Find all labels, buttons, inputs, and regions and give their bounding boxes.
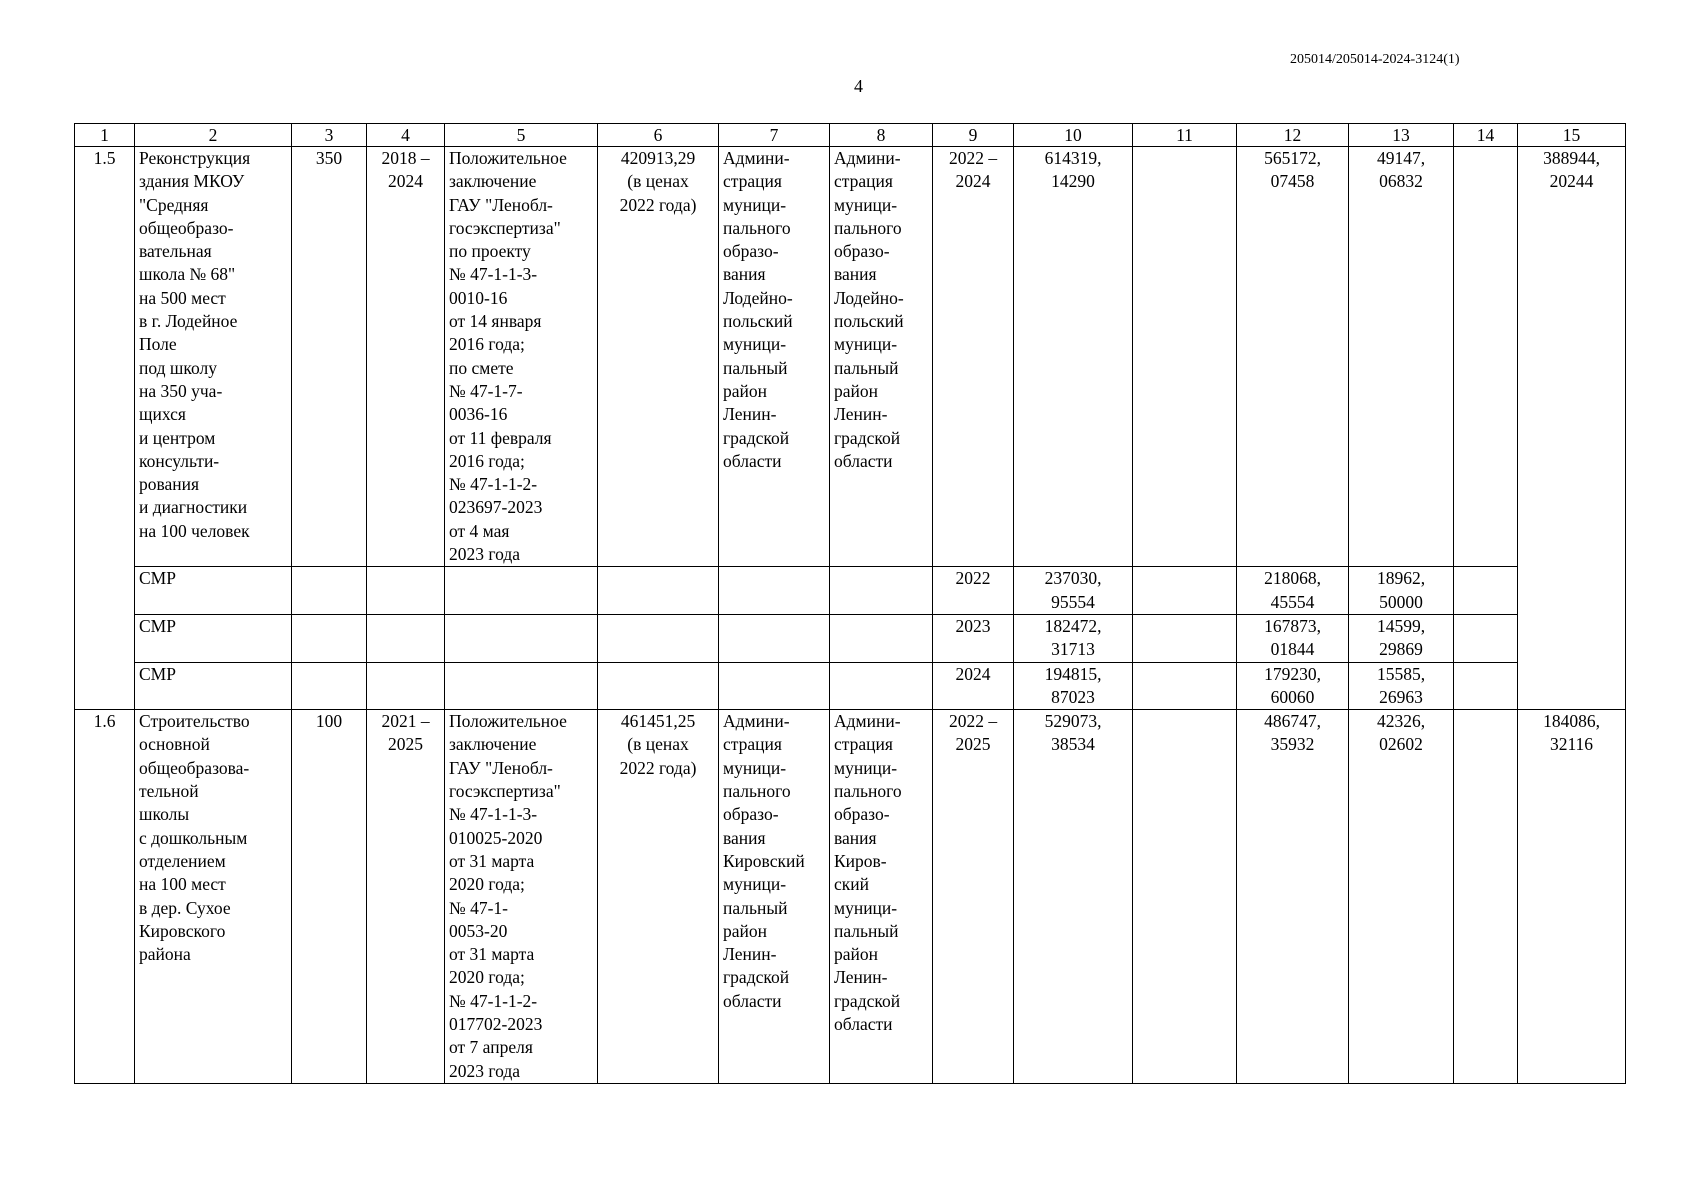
column-header: 14 [1454, 124, 1518, 147]
developer: Админи- страция муници- пального образо- вания Лодейно- польский муници- пальный район Ленин- градской области [830, 147, 933, 567]
empty-cell [367, 662, 445, 710]
column-header: 13 [1349, 124, 1454, 147]
column-header: 3 [292, 124, 367, 147]
empty-cell [719, 614, 830, 662]
empty-cell [445, 614, 598, 662]
column-header: 15 [1518, 124, 1626, 147]
empty-cell [292, 614, 367, 662]
column-15-value: 388944, 20244 [1518, 147, 1626, 710]
empty-cell [1133, 614, 1237, 662]
column-header: 10 [1014, 124, 1133, 147]
column-header: 9 [933, 124, 1014, 147]
subrow-label: СМР [135, 567, 292, 615]
column-13-value: 49147, 06832 [1349, 147, 1454, 567]
empty-cell [367, 567, 445, 615]
page-number: 4 [854, 76, 863, 96]
column-header: 8 [830, 124, 933, 147]
column-header-row [75, 124, 1626, 147]
subrow-total: 237030, 95554 [1014, 567, 1133, 615]
row-number: 1.6 [75, 710, 135, 1084]
total-amount: 529073, 38534 [1014, 710, 1133, 1084]
subrow-year: 2024 [933, 662, 1014, 710]
table-subrow [75, 662, 1626, 710]
subrow-column-12: 179230, 60060 [1237, 662, 1349, 710]
column-header: 5 [445, 124, 598, 147]
object-name: Строительство основной общеобразова- тельной школы с дошкольным отделением на 100 мест в дер. Сухое Кировского района [135, 710, 292, 1084]
data-table [74, 123, 1626, 1084]
estimated-cost: 461451,25 (в ценах 2022 года) [598, 710, 719, 1084]
empty-cell [1454, 614, 1518, 662]
customer: Админи- страция муници- пального образо- вания Кировский муници- пальный район Ленин- градской области [719, 710, 830, 1084]
capacity: 350 [292, 147, 367, 567]
column-14-value [1454, 147, 1518, 567]
expertise-conclusion: Положительное заключение ГАУ "Ленобл- госэкспертиза" № 47-1-1-3- 010025-2020 от 31 марта 2020 года; № 47-1- 0053-20 от 31 марта 2020 года; № 47-1-1-2- 017702-2023 от 7 апреля 2023 года [445, 710, 598, 1084]
empty-cell [292, 662, 367, 710]
column-14-value [1454, 710, 1518, 1084]
column-header: 7 [719, 124, 830, 147]
developer: Админи- страция муници- пального образо- вания Киров- ский муници- пальный район Ленин- градской области [830, 710, 933, 1084]
subrow-label: СМР [135, 614, 292, 662]
empty-cell [598, 614, 719, 662]
table-subrow [75, 614, 1626, 662]
implementation-period: 2021 – 2025 [367, 710, 445, 1084]
empty-cell [719, 567, 830, 615]
implementation-period: 2018 – 2024 [367, 147, 445, 567]
financing-years: 2022 – 2024 [933, 147, 1014, 567]
subrow-total: 194815, 87023 [1014, 662, 1133, 710]
empty-cell [830, 567, 933, 615]
subrow-total: 182472, 31713 [1014, 614, 1133, 662]
subrow-column-13: 18962, 50000 [1349, 567, 1454, 615]
subrow-year: 2023 [933, 614, 1014, 662]
table-subrow [75, 567, 1626, 615]
financing-years: 2022 – 2025 [933, 710, 1014, 1084]
empty-cell [1454, 662, 1518, 710]
subrow-label: СМР [135, 662, 292, 710]
estimated-cost: 420913,29 (в ценах 2022 года) [598, 147, 719, 567]
capacity: 100 [292, 710, 367, 1084]
table-row-1-5 [75, 147, 1626, 567]
table-row-1-6 [75, 710, 1626, 1084]
subrow-column-12: 218068, 45554 [1237, 567, 1349, 615]
subrow-column-13: 15585, 26963 [1349, 662, 1454, 710]
column-13-value: 42326, 02602 [1349, 710, 1454, 1084]
column-header: 1 [75, 124, 135, 147]
column-12-value: 565172, 07458 [1237, 147, 1349, 567]
empty-cell [367, 614, 445, 662]
column-12-value: 486747, 35932 [1237, 710, 1349, 1084]
customer: Админи- страция муници- пального образо- вания Лодейно- польский муници- пальный район Ленин- градской области [719, 147, 830, 567]
empty-cell [445, 662, 598, 710]
empty-cell [830, 662, 933, 710]
empty-cell [719, 662, 830, 710]
column-header: 12 [1237, 124, 1349, 147]
document-reference: 205014/205014-2024-3124(1) [1290, 52, 1460, 67]
subrow-column-13: 14599, 29869 [1349, 614, 1454, 662]
column-header: 2 [135, 124, 292, 147]
empty-cell [598, 567, 719, 615]
subrow-column-12: 167873, 01844 [1237, 614, 1349, 662]
empty-cell [445, 567, 598, 615]
empty-cell [1454, 567, 1518, 615]
column-11-value [1133, 147, 1237, 567]
object-name: Реконструкция здания МКОУ "Средняя общеобразо- вательная школа № 68" на 500 мест в г. Лодейное Поле под школу на 350 уча- щихся и центром консульти- рования и диагностики на 100 человек [135, 147, 292, 567]
expertise-conclusion: Положительное заключение ГАУ "Ленобл- госэкспертиза" по проекту № 47-1-1-3- 0010-16 от 14 января 2016 года; по смете № 47-1-7- 0036-16 от 11 февраля 2016 года; № 47-1-1-2- 023697-2023 от 4 мая 2023 года [445, 147, 598, 567]
total-amount: 614319, 14290 [1014, 147, 1133, 567]
subrow-year: 2022 [933, 567, 1014, 615]
empty-cell [1133, 662, 1237, 710]
column-15-value: 184086, 32116 [1518, 710, 1626, 1084]
column-header: 4 [367, 124, 445, 147]
column-header: 6 [598, 124, 719, 147]
empty-cell [292, 567, 367, 615]
empty-cell [598, 662, 719, 710]
row-number: 1.5 [75, 147, 135, 710]
column-11-value [1133, 710, 1237, 1084]
column-header: 11 [1133, 124, 1237, 147]
empty-cell [830, 614, 933, 662]
empty-cell [1133, 567, 1237, 615]
